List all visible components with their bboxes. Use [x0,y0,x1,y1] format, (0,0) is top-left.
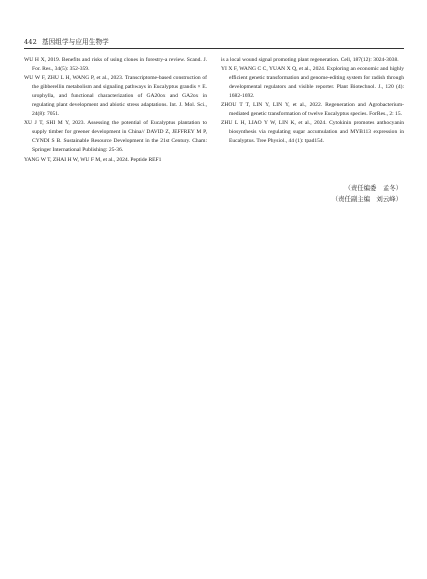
reference-continuation: is a local wound signal promoting plant regeneration. Cell, 187(12): 3024-3038. [221,57,399,63]
reference-entry: WU H X, 2019. Benefits and risks of using clones in forestry-a review. Scand. J. For. Res., 34(5): 352-359. [24,57,207,73]
reference-entry: ZHOU T T, LIN Y, LIN Y, et al., 2022. Regeneration and Agrobacterium-mediated genetic transformation of twelve Eucalyptus species. ForRes., 2: 15. [221,102,404,118]
responsible-editor: （责任编委 孟冬） [344,184,402,192]
associate-editor: （责任副主编 刘云峰） [331,195,402,203]
reference-entry: XU J T, SHI M Y, 2023. Assessing the potential of Eucalyptus plantation to supply timber for greener development in China// DAVID Z, JEFFREY M P, CYNDI S B. Sustainable Resource Development in the 21st Century. Cham: Springer International Publishing: 25-36. [24,120,207,154]
header-rule [24,48,404,49]
page-number: 442 [24,38,37,46]
references-left-column [24,56,207,165]
reference-entry: ZHU L H, LIAO Y W, LIN K, et al., 2024. Cytokinin promotes anthocyanin biosynthesis via regulating sugar accumulation and MYB113 expression in Eucalyptus. Tree Physiol., 44 (1): tpad154. [221,120,404,145]
reference-entry: YI X F, WANG C C, YUAN X Q, et al., 2024. Exploring an economic and highly efficient genetic transformation and genome-editing system for radish through developmental regulators and visible reporter. Plant Biotechnol. J., 120 (4): 1682-1692. [221,66,404,100]
reference-entry: WU W F, ZHU L H, WANG P, et al., 2023. Transcriptome-based construction of the gibberellin metabolism and signaling pathways in Eucalyptus grandis × E. urophylla, and functional characterization of GA20ox and GA2ox in regulating plant development and abiotic stress adaptations. Int. J. Mol. Sci., 24(8): 7051. [24,75,207,118]
editor-credits [332,183,402,205]
journal-title: 基因组学与应用生物学 [41,38,109,46]
references-right-column [221,56,404,146]
reference-entry: YANG W T, ZHAI H W, WU F M, et al., 2024. Peptide REF1 [24,156,162,163]
